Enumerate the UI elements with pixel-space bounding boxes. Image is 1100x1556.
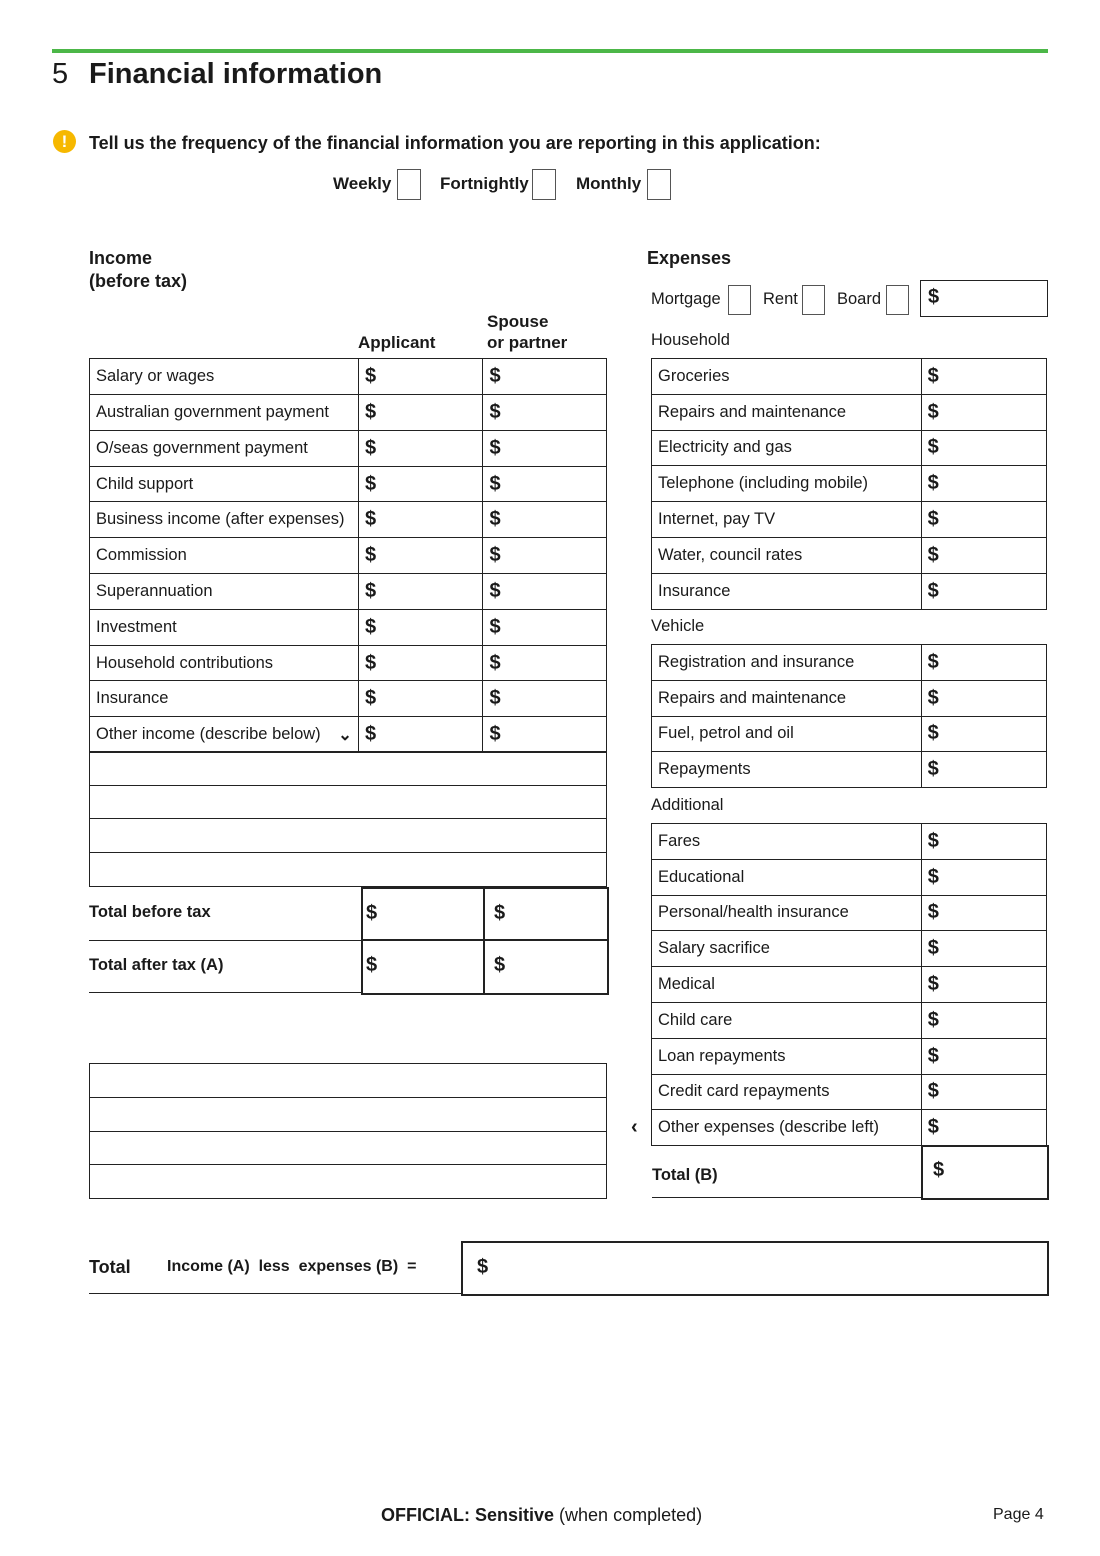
expense-group-label: Household bbox=[651, 331, 730, 349]
expense-row-label bbox=[652, 359, 922, 395]
income-applicant-field[interactable] bbox=[358, 467, 483, 502]
currency-symbol: $ bbox=[927, 508, 939, 531]
expense-group-label: Vehicle bbox=[651, 617, 705, 635]
currency-symbol: $ bbox=[364, 365, 377, 387]
expense-row-text: Child care bbox=[658, 1010, 733, 1029]
frequency-weekly-checkbox[interactable] bbox=[397, 169, 421, 200]
housing-board-checkbox[interactable] bbox=[886, 285, 909, 315]
income-applicant-field[interactable] bbox=[358, 395, 483, 431]
expense-amount-field[interactable] bbox=[921, 1038, 1046, 1074]
income-heading: Income bbox=[89, 248, 153, 268]
total-before-tax-label: Total before tax bbox=[89, 903, 211, 921]
expense-amount-field[interactable] bbox=[921, 573, 1046, 609]
expense-row bbox=[652, 573, 1047, 609]
expense-row-label bbox=[652, 967, 922, 1003]
income-applicant-field[interactable] bbox=[358, 538, 483, 574]
expense-row-text: Other expenses (describe left) bbox=[658, 1118, 880, 1137]
currency-symbol: $ bbox=[489, 580, 501, 602]
expense-row-label bbox=[652, 1038, 922, 1074]
other-expenses-description-table bbox=[89, 1063, 607, 1199]
housing-rent-checkbox[interactable] bbox=[802, 285, 825, 315]
income-spouse-field[interactable] bbox=[483, 681, 607, 717]
expense-row-text: Loan repayments bbox=[658, 1046, 786, 1065]
income-totals-box bbox=[361, 887, 609, 995]
currency-symbol: $ bbox=[364, 580, 377, 602]
exclamation-icon: ! bbox=[53, 130, 76, 153]
currency-symbol: $ bbox=[489, 508, 501, 530]
expense-row-label bbox=[652, 502, 922, 538]
expense-row-label bbox=[652, 537, 922, 573]
expense-row bbox=[652, 680, 1047, 716]
currency-symbol: $ bbox=[927, 937, 939, 960]
income-row-label bbox=[90, 681, 359, 717]
expense-row bbox=[652, 752, 1047, 788]
expense-row-label bbox=[652, 1002, 922, 1038]
currency-symbol: $ bbox=[489, 651, 501, 674]
currency-symbol: $ bbox=[927, 1080, 939, 1103]
expense-amount-field[interactable] bbox=[921, 537, 1046, 573]
currency-symbol: $ bbox=[489, 616, 501, 638]
grand-total-field[interactable] bbox=[461, 1241, 1049, 1296]
total-before-tax-spouse[interactable]: $ bbox=[494, 902, 506, 924]
income-row-text: Commission bbox=[96, 546, 187, 564]
other-expense-line[interactable] bbox=[90, 1165, 607, 1199]
expense-row-text: Electricity and gas bbox=[658, 438, 792, 457]
expense-row-label bbox=[652, 645, 922, 681]
frequency-monthly-checkbox[interactable] bbox=[647, 169, 671, 200]
col-spouse-1: Spouse bbox=[487, 312, 549, 331]
frequency-fortnightly-checkbox[interactable] bbox=[532, 169, 556, 200]
expense-row-label bbox=[652, 752, 922, 788]
income-row bbox=[90, 681, 607, 717]
expense-row bbox=[652, 502, 1047, 538]
expense-row bbox=[652, 394, 1047, 430]
expense-row-label bbox=[652, 859, 922, 895]
expense-row-text: Telephone (including mobile) bbox=[658, 474, 869, 493]
currency-symbol: $ bbox=[364, 723, 377, 745]
housing-mortgage-checkbox[interactable] bbox=[728, 285, 751, 315]
income-row-text: Insurance bbox=[96, 689, 169, 707]
footer-official: OFFICIAL: Sensitive bbox=[381, 1505, 555, 1525]
expense-row bbox=[652, 895, 1047, 931]
currency-symbol: $ bbox=[927, 829, 939, 852]
section-number: 5 bbox=[52, 58, 69, 90]
expense-row-label bbox=[652, 1110, 922, 1146]
expense-row-text: Fares bbox=[658, 831, 701, 850]
income-row bbox=[90, 467, 607, 502]
income-spouse-field[interactable] bbox=[483, 646, 607, 681]
expense-row-label bbox=[652, 466, 922, 502]
expense-amount-field[interactable] bbox=[921, 895, 1046, 931]
income-spouse-field[interactable] bbox=[483, 359, 607, 395]
frequency-weekly-label: Weekly bbox=[333, 174, 392, 193]
income-row bbox=[90, 717, 607, 753]
expense-group-table bbox=[651, 823, 1047, 1146]
currency-symbol: $ bbox=[489, 365, 501, 387]
expense-row-text: Personal/health insurance bbox=[658, 903, 849, 922]
total-b-field[interactable] bbox=[921, 1145, 1049, 1200]
other-income-line[interactable] bbox=[90, 786, 607, 819]
currency-symbol: $ bbox=[364, 616, 377, 638]
expense-amount-field[interactable] bbox=[921, 394, 1046, 430]
currency-symbol: $ bbox=[489, 687, 501, 709]
housing-board-label: Board bbox=[837, 290, 882, 308]
income-spouse-field[interactable] bbox=[483, 574, 607, 610]
grand-total-divider bbox=[89, 1293, 462, 1294]
expense-amount-field[interactable] bbox=[921, 502, 1046, 538]
expenses-heading: Expenses bbox=[647, 248, 732, 268]
currency-symbol: $ bbox=[927, 1008, 939, 1031]
currency-symbol: $ bbox=[927, 1044, 939, 1067]
expense-row-text: Repairs and maintenance bbox=[658, 688, 847, 707]
income-applicant-field[interactable] bbox=[358, 681, 483, 717]
income-row-label bbox=[90, 610, 359, 646]
currency-symbol: $ bbox=[927, 722, 939, 745]
expense-amount-field[interactable] bbox=[921, 359, 1046, 395]
expense-row-label bbox=[652, 430, 922, 466]
expense-row-text: Educational bbox=[658, 867, 745, 886]
currency-symbol: $ bbox=[927, 758, 939, 781]
total-after-tax-label: Total after tax (A) bbox=[89, 956, 224, 974]
currency-symbol: $ bbox=[927, 650, 939, 673]
income-row-label bbox=[90, 395, 359, 431]
income-spouse-field[interactable] bbox=[483, 395, 607, 431]
expense-row-text: Water, council rates bbox=[658, 545, 803, 564]
other-income-line[interactable] bbox=[90, 752, 607, 786]
other-income-line[interactable] bbox=[90, 819, 607, 853]
other-income-line[interactable] bbox=[90, 853, 607, 887]
income-row-text: Business income (after expenses) bbox=[96, 510, 345, 528]
income-row-label bbox=[90, 467, 359, 502]
expense-row bbox=[652, 1002, 1047, 1038]
income-spouse-field[interactable] bbox=[483, 610, 607, 646]
grand-total-currency: $ bbox=[477, 1256, 489, 1278]
page-number: Page 4 bbox=[993, 1506, 1044, 1523]
income-row-label bbox=[90, 359, 359, 395]
income-row bbox=[90, 431, 607, 467]
income-spouse-field[interactable] bbox=[483, 717, 607, 753]
income-row-text: O/seas government payment bbox=[96, 439, 308, 457]
expense-row bbox=[652, 645, 1047, 681]
currency-symbol: $ bbox=[364, 401, 377, 423]
other-expense-line[interactable] bbox=[90, 1098, 607, 1132]
expense-amount-field[interactable] bbox=[921, 716, 1046, 752]
currency-symbol: $ bbox=[927, 364, 939, 387]
expense-amount-field[interactable] bbox=[921, 680, 1046, 716]
expense-row-label bbox=[652, 394, 922, 430]
housing-mortgage-label: Mortgage bbox=[651, 290, 721, 308]
currency-symbol: $ bbox=[364, 508, 377, 530]
expense-row-text: Fuel, petrol and oil bbox=[658, 724, 794, 743]
income-row-text: Other income (describe below) bbox=[96, 724, 321, 743]
expense-row-text: Groceries bbox=[658, 366, 730, 385]
total-b-label: Total (B) bbox=[652, 1166, 718, 1184]
currency-symbol: $ bbox=[927, 901, 939, 924]
col-spouse-2: or partner bbox=[487, 333, 568, 352]
currency-symbol: $ bbox=[489, 401, 501, 423]
section-title: Financial information bbox=[89, 58, 383, 90]
frequency-fortnightly-label: Fortnightly bbox=[440, 174, 529, 193]
income-applicant-field[interactable] bbox=[358, 717, 483, 753]
income-spouse-field[interactable] bbox=[483, 467, 607, 502]
income-row-text: Australian government payment bbox=[96, 403, 329, 421]
income-row-text: Superannuation bbox=[96, 582, 213, 600]
frequency-question: Tell us the frequency of the financial information you are reporting in this application: bbox=[89, 133, 821, 153]
total-divider bbox=[89, 940, 361, 941]
currency-symbol: $ bbox=[927, 686, 939, 709]
income-spouse-field[interactable] bbox=[483, 502, 607, 538]
chevron-left-icon: ‹ bbox=[631, 1116, 638, 1138]
income-applicant-field[interactable] bbox=[358, 610, 483, 646]
currency-symbol: $ bbox=[364, 651, 377, 674]
frequency-monthly-label: Monthly bbox=[576, 174, 642, 193]
income-row bbox=[90, 502, 607, 538]
currency-symbol: $ bbox=[489, 723, 501, 745]
income-applicant-field[interactable] bbox=[358, 502, 483, 538]
currency-symbol: $ bbox=[364, 472, 377, 495]
income-row bbox=[90, 574, 607, 610]
section-divider bbox=[52, 49, 1048, 53]
expense-row bbox=[652, 1038, 1047, 1074]
income-row-label bbox=[90, 646, 359, 681]
income-table bbox=[89, 358, 607, 753]
expense-row bbox=[652, 931, 1047, 967]
expense-row bbox=[652, 967, 1047, 1003]
expense-row-text: Insurance bbox=[658, 581, 731, 600]
total-after-tax-applicant[interactable]: $ bbox=[366, 954, 378, 976]
income-row bbox=[90, 610, 607, 646]
expense-amount-field[interactable] bbox=[921, 1074, 1046, 1110]
currency-symbol: $ bbox=[927, 436, 939, 459]
expense-amount-field[interactable] bbox=[921, 931, 1046, 967]
income-row bbox=[90, 646, 607, 681]
income-row-label bbox=[90, 431, 359, 467]
currency-symbol: $ bbox=[927, 400, 939, 423]
expense-row bbox=[652, 466, 1047, 502]
income-subheading: (before tax) bbox=[89, 271, 188, 291]
income-row bbox=[90, 538, 607, 574]
expense-amount-field[interactable] bbox=[921, 1110, 1046, 1146]
expense-row bbox=[652, 430, 1047, 466]
income-applicant-field[interactable] bbox=[358, 574, 483, 610]
expense-row bbox=[652, 716, 1047, 752]
expense-amount-field[interactable] bbox=[921, 645, 1046, 681]
currency-symbol: $ bbox=[927, 472, 939, 495]
expense-group-label: Additional bbox=[651, 796, 724, 814]
currency-symbol: $ bbox=[489, 544, 501, 566]
expense-row bbox=[652, 359, 1047, 395]
expense-row bbox=[652, 859, 1047, 895]
expense-amount-field[interactable] bbox=[921, 430, 1046, 466]
income-row bbox=[90, 395, 607, 431]
income-spouse-field[interactable] bbox=[483, 431, 607, 467]
expense-row bbox=[652, 537, 1047, 573]
expense-row-label bbox=[652, 573, 922, 609]
expense-group-table bbox=[651, 358, 1047, 610]
expense-row-text: Internet, pay TV bbox=[658, 510, 776, 529]
income-row-label bbox=[90, 574, 359, 610]
expense-amount-field[interactable] bbox=[921, 1002, 1046, 1038]
expense-row-label bbox=[652, 824, 922, 860]
housing-rent-label: Rent bbox=[763, 290, 798, 308]
grand-total-formula: Income (A) less expenses (B) = bbox=[167, 1258, 417, 1275]
total-before-tax-applicant[interactable]: $ bbox=[366, 902, 378, 924]
income-row-text: Salary or wages bbox=[96, 367, 215, 385]
currency-symbol: $ bbox=[927, 973, 939, 996]
other-expense-line[interactable] bbox=[90, 1132, 607, 1165]
total-b-currency: $ bbox=[933, 1159, 945, 1181]
income-applicant-field[interactable] bbox=[358, 431, 483, 467]
currency-symbol: $ bbox=[927, 1116, 939, 1139]
expense-amount-field[interactable] bbox=[921, 466, 1046, 502]
housing-currency: $ bbox=[928, 286, 940, 308]
chevron-down-icon: ⌄ bbox=[338, 725, 352, 744]
expense-amount-field[interactable] bbox=[921, 859, 1046, 895]
other-expense-line[interactable] bbox=[90, 1064, 607, 1098]
currency-symbol: $ bbox=[927, 543, 939, 566]
footer-classification bbox=[381, 1505, 702, 1526]
income-row-label bbox=[90, 717, 359, 753]
currency-symbol: $ bbox=[364, 437, 377, 459]
expense-row-text: Credit card repayments bbox=[658, 1082, 830, 1101]
currency-symbol: $ bbox=[927, 579, 939, 602]
expense-row-text: Repayments bbox=[658, 760, 751, 779]
expense-row-label bbox=[652, 1074, 922, 1110]
expense-row-label bbox=[652, 680, 922, 716]
total-b-divider bbox=[652, 1197, 922, 1198]
income-row-text: Child support bbox=[96, 474, 194, 493]
total-divider bbox=[89, 992, 361, 993]
expense-row bbox=[652, 1110, 1047, 1146]
housing-amount-field[interactable] bbox=[920, 280, 1048, 317]
income-row-label bbox=[90, 538, 359, 574]
income-row-text: Investment bbox=[96, 618, 177, 636]
expense-group-table bbox=[651, 644, 1047, 788]
expense-row-text: Salary sacrifice bbox=[658, 939, 770, 958]
expense-row-label bbox=[652, 895, 922, 931]
grand-total-label: Total bbox=[89, 1257, 131, 1277]
other-income-description-table bbox=[89, 751, 607, 887]
footer-note: (when completed) bbox=[559, 1505, 703, 1525]
currency-symbol: $ bbox=[364, 687, 377, 709]
currency-symbol: $ bbox=[489, 472, 501, 495]
expense-row-label bbox=[652, 931, 922, 967]
income-applicant-field[interactable] bbox=[358, 646, 483, 681]
income-totals-divider bbox=[361, 939, 607, 941]
income-row bbox=[90, 359, 607, 395]
currency-symbol: $ bbox=[927, 865, 939, 888]
expense-amount-field[interactable] bbox=[921, 967, 1046, 1003]
expense-row bbox=[652, 824, 1047, 860]
total-after-tax-spouse[interactable]: $ bbox=[494, 954, 506, 976]
currency-symbol: $ bbox=[489, 437, 501, 459]
expense-row bbox=[652, 1074, 1047, 1110]
expense-row-text: Repairs and maintenance bbox=[658, 402, 847, 421]
expense-amount-field[interactable] bbox=[921, 824, 1046, 860]
income-spouse-field[interactable] bbox=[483, 538, 607, 574]
col-applicant: Applicant bbox=[358, 333, 436, 352]
expense-amount-field[interactable] bbox=[921, 752, 1046, 788]
income-row-label bbox=[90, 502, 359, 538]
currency-symbol: $ bbox=[364, 544, 377, 566]
income-row-text: Household contributions bbox=[96, 653, 274, 672]
expense-row-text: Medical bbox=[658, 975, 715, 994]
expense-row-label bbox=[652, 716, 922, 752]
expense-row-text: Registration and insurance bbox=[658, 652, 855, 671]
income-applicant-field[interactable] bbox=[358, 359, 483, 395]
